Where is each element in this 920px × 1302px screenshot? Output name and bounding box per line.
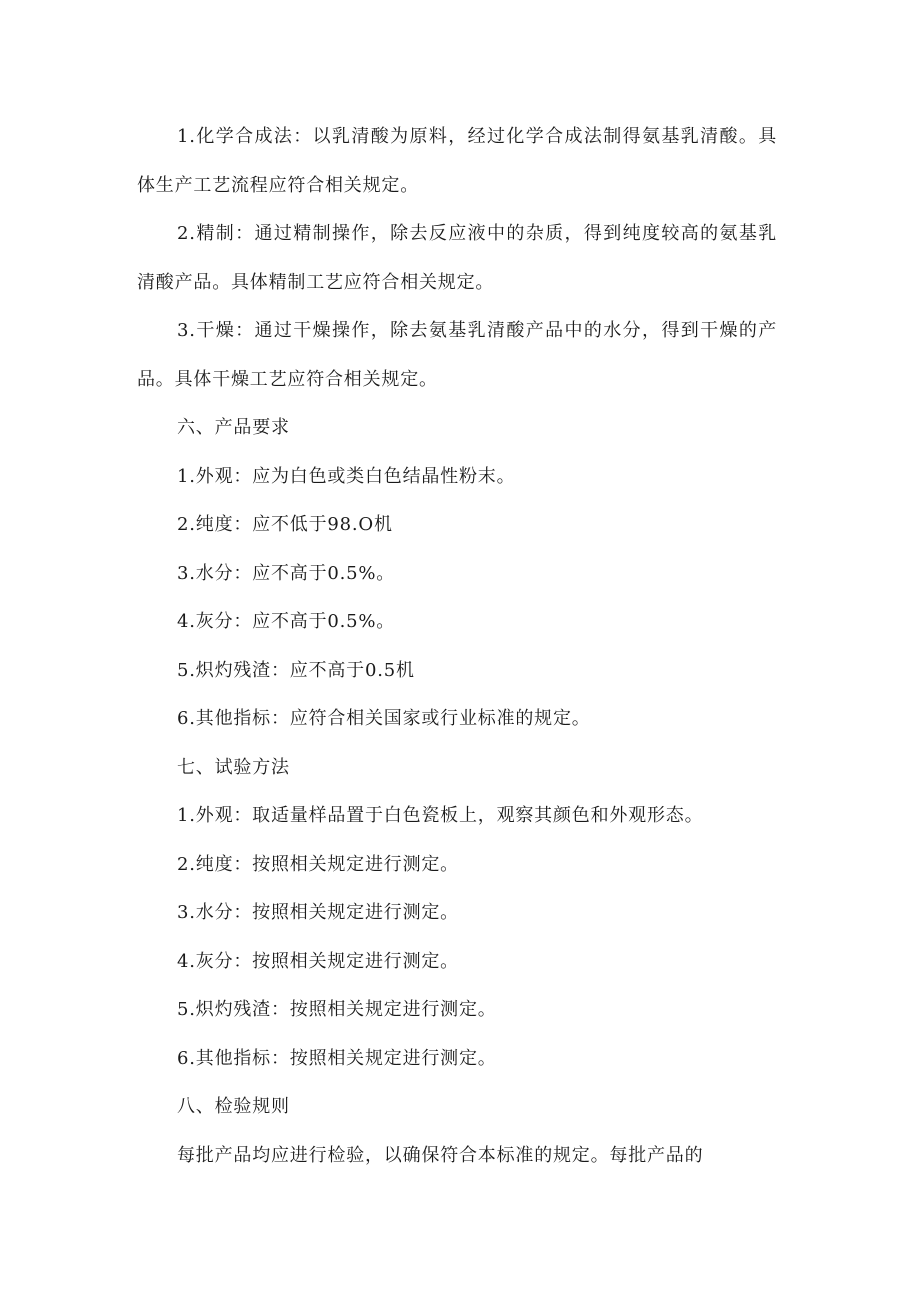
- paragraph-ash-test: 4.灰分：按照相关规定进行测定。: [177, 950, 459, 972]
- paragraph-ignition-residue-requirement: 5.炽灼残渣：应不高于0.5机: [177, 659, 415, 681]
- paragraph-refining: 2.精制：通过精制操作，除去反应液中的杂质，得到纯度较高的氨基乳清酸产品。具体精制工艺应符合相关规定。: [137, 223, 777, 293]
- paragraph-purity-requirement: 2.纯度：应不低于98.O机: [177, 514, 393, 535]
- paragraph-moisture-test: 3.水分：按照相关规定进行测定。: [177, 902, 459, 923]
- paragraph-chemical-synthesis: 1.化学合成法：以乳清酸为原料，经过化学合成法制得氨基乳清酸。具体生产工艺流程应符合相关规定。: [137, 126, 777, 196]
- paragraph-other-indicators-requirement: 6.其他指标：应符合相关国家或行业标准的规定。: [177, 708, 591, 729]
- document-body: [137, 113, 777, 1180]
- paragraph-ash-requirement: 4.灰分：应不高于0.5%。: [177, 611, 396, 632]
- section-heading-inspection-rules: 八、检验规则: [177, 1096, 290, 1117]
- paragraph-inspection-rules: 每批产品均应进行检验，以确保符合本标准的规定。每批产品的: [177, 1144, 704, 1166]
- paragraph-appearance-requirement: 1.外观：应为白色或类白色结晶性粉末。: [177, 465, 516, 487]
- paragraph-purity-test: 2.纯度：按照相关规定进行测定。: [177, 853, 459, 875]
- paragraph-ignition-residue-test: 5.炽灼残渣：按照相关规定进行测定。: [177, 999, 497, 1020]
- paragraph-appearance-test: 1.外观：取适量样品置于白色瓷板上，观察其颜色和外观形态。: [177, 805, 704, 826]
- section-heading-test-methods: 七、试验方法: [177, 756, 290, 778]
- paragraph-other-indicators-test: 6.其他指标：按照相关规定进行测定。: [177, 1047, 497, 1069]
- paragraph-moisture-requirement: 3.水分：应不高于0.5%。: [177, 562, 396, 584]
- section-heading-product-requirements: 六、产品要求: [177, 417, 290, 438]
- paragraph-drying: 3.干燥：通过干燥操作，除去氨基乳清酸产品中的水分，得到干燥的产品。具体干燥工艺应符合相关规定。: [137, 320, 777, 390]
